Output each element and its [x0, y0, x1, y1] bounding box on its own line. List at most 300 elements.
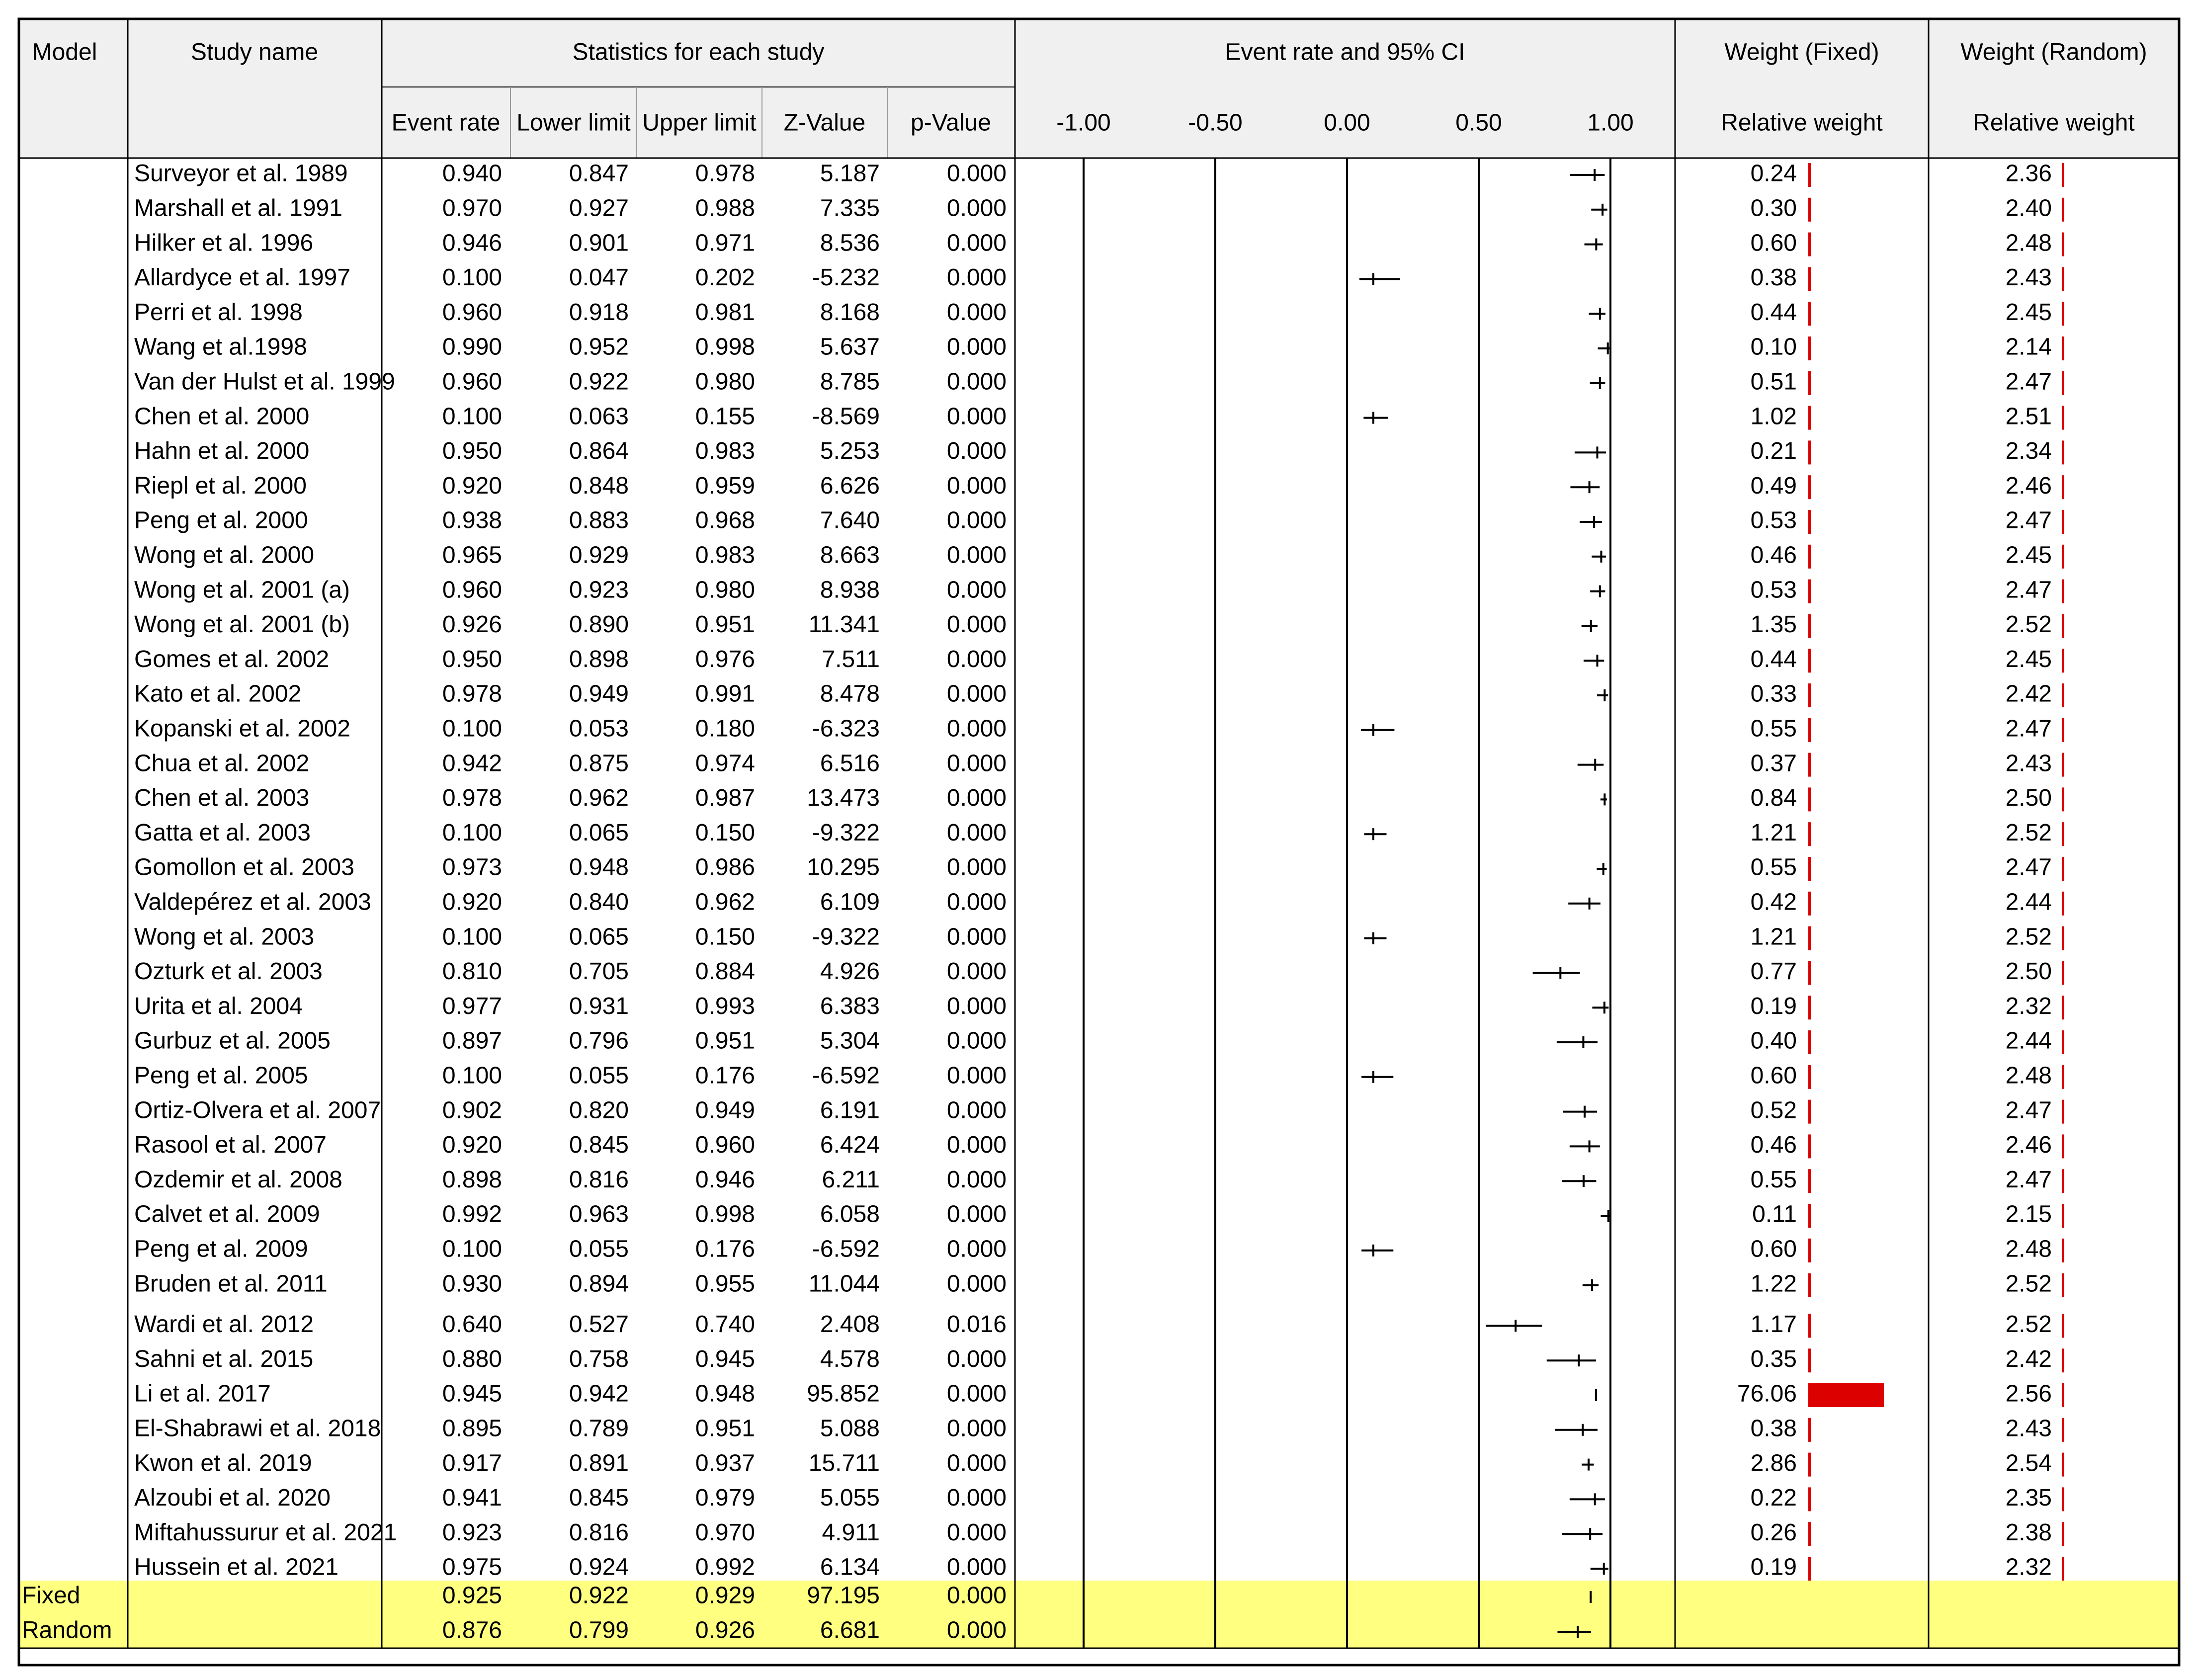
weight-fixed-bar: [1808, 614, 1811, 638]
study-upper-value: 0.987: [695, 785, 755, 812]
weight-fixed-bar: [1808, 1453, 1811, 1477]
study-z-value: 6.626: [820, 472, 880, 499]
weight-fixed-bar: [1808, 267, 1811, 291]
weight-fixed-bar: [1808, 1522, 1811, 1546]
study-rate-value: 0.100: [442, 403, 502, 430]
weight-fixed-value: 76.06: [1737, 1380, 1797, 1407]
study-upper-value: 0.946: [695, 1166, 755, 1193]
weight-fixed-bar: [1808, 753, 1811, 777]
study-name: Miftahussurur et al. 2021: [134, 1519, 397, 1546]
weight-fixed-bar: [1808, 1204, 1811, 1228]
weight-fixed-bar: [1808, 1314, 1811, 1338]
study-p-value: 0.000: [946, 1097, 1007, 1124]
study-upper-value: 0.970: [695, 1519, 755, 1546]
study-name: Gomollon et al. 2003: [134, 854, 354, 881]
study-rate-value: 0.917: [442, 1450, 502, 1477]
study-upper-value: 0.740: [695, 1311, 755, 1338]
study-rate-value: 0.945: [442, 1380, 502, 1407]
study-upper-value: 0.998: [695, 334, 755, 360]
study-name: Allardyce et al. 1997: [134, 264, 350, 291]
study-upper-value: 0.998: [695, 1201, 755, 1228]
study-name: Peng et al. 2000: [134, 507, 308, 534]
weight-random-bar: [2062, 1557, 2064, 1581]
study-rate-value: 0.975: [442, 1554, 502, 1581]
weight-fixed-bar: [1808, 510, 1811, 534]
weight-random-value: 2.32: [2005, 1554, 2052, 1581]
weight-fixed-value: 0.53: [1750, 577, 1797, 603]
study-name: Peng et al. 2005: [134, 1062, 308, 1089]
weight-fixed-bar: [1808, 857, 1811, 881]
study-z-value: 11.341: [808, 611, 880, 638]
study-z-value: 5.055: [820, 1485, 880, 1512]
study-rate-value: 0.940: [442, 160, 502, 187]
weight-random-value: 2.47: [2005, 368, 2052, 395]
header-weight-random: Weight (Random): [1960, 39, 2147, 66]
study-p-value: 0.000: [946, 993, 1007, 1019]
weight-fixed-value: 0.22: [1750, 1485, 1797, 1512]
weight-fixed-bar: [1808, 1557, 1811, 1581]
study-lower-value: 0.816: [569, 1519, 629, 1546]
study-rate-value: 0.950: [442, 438, 502, 465]
weight-fixed-bar: [1808, 371, 1811, 395]
study-lower-value: 0.840: [569, 889, 629, 916]
study-z-value: 8.938: [820, 577, 880, 603]
study-lower-value: 0.063: [569, 403, 629, 430]
summary-z-value: 97.195: [807, 1582, 880, 1609]
study-lower-value: 0.883: [569, 507, 629, 534]
study-rate-value: 0.930: [442, 1270, 502, 1297]
study-p-value: 0.000: [946, 924, 1007, 950]
study-p-value: 0.000: [946, 750, 1007, 777]
study-name: Chua et al. 2002: [134, 750, 310, 777]
weight-random-value: 2.46: [2005, 1132, 2052, 1159]
weight-random-value: 2.45: [2005, 542, 2052, 569]
study-lower-value: 0.864: [569, 438, 629, 465]
study-rate-value: 0.990: [442, 334, 502, 360]
study-z-value: 10.295: [807, 854, 880, 881]
study-name: Chen et al. 2000: [134, 403, 310, 430]
study-upper-value: 0.937: [695, 1450, 755, 1477]
study-lower-value: 0.918: [569, 299, 629, 326]
study-p-value: 0.000: [946, 889, 1007, 916]
weight-fixed-bar: [1808, 475, 1811, 499]
study-rate-value: 0.902: [442, 1097, 502, 1124]
weight-fixed-value: 0.60: [1750, 1062, 1797, 1089]
weight-fixed-bar: [1808, 1383, 1884, 1407]
study-p-value: 0.000: [946, 785, 1007, 812]
weight-random-value: 2.47: [2005, 577, 2052, 603]
weight-fixed-value: 0.30: [1750, 195, 1797, 222]
weight-fixed-value: 0.42: [1750, 889, 1797, 916]
study-lower-value: 0.931: [569, 993, 629, 1019]
weight-random-value: 2.46: [2005, 472, 2052, 499]
study-upper-value: 0.960: [695, 1132, 755, 1159]
study-name: Gomes et al. 2002: [134, 646, 330, 672]
weight-random-bar: [2062, 753, 2064, 777]
weight-random-bar: [2062, 926, 2064, 950]
weight-fixed-bar: [1808, 1273, 1811, 1297]
study-rate-value: 0.992: [442, 1201, 502, 1228]
weight-fixed-bar: [1808, 1239, 1811, 1262]
study-z-value: 5.304: [820, 1027, 880, 1054]
study-name: Riepl et al. 2000: [134, 472, 307, 499]
weight-random-bar: [2062, 1030, 2064, 1054]
study-lower-value: 0.845: [569, 1132, 629, 1159]
study-z-value: 5.187: [820, 160, 880, 187]
study-rate-value: 0.920: [442, 1132, 502, 1159]
weight-fixed-value: 2.86: [1750, 1450, 1797, 1477]
weight-random-bar: [2062, 163, 2064, 187]
summary-rate-value: 0.925: [442, 1582, 502, 1609]
study-rate-value: 0.973: [442, 854, 502, 881]
weight-fixed-bar: [1808, 163, 1811, 187]
weight-random-bar: [2062, 614, 2064, 638]
study-z-value: 8.478: [820, 680, 880, 707]
study-name: Wong et al. 2000: [134, 542, 315, 569]
weight-fixed-value: 0.26: [1750, 1519, 1797, 1546]
weight-random-bar: [2062, 267, 2064, 291]
study-upper-value: 0.981: [695, 299, 755, 326]
study-p-value: 0.000: [946, 1485, 1007, 1512]
weight-fixed-value: 0.49: [1750, 472, 1797, 499]
study-name: Li et al. 2017: [134, 1380, 271, 1407]
study-rate-value: 0.923: [442, 1519, 502, 1546]
weight-random-bar: [2062, 1273, 2064, 1297]
header-model: Model: [32, 39, 97, 66]
study-lower-value: 0.891: [569, 1450, 629, 1477]
weight-fixed-value: 0.38: [1750, 264, 1797, 291]
study-rate-value: 0.960: [442, 577, 502, 603]
study-name: Wang et al.1998: [134, 334, 307, 360]
weight-fixed-value: 0.11: [1752, 1201, 1797, 1228]
weight-random-bar: [2062, 198, 2064, 222]
weight-random-value: 2.43: [2005, 750, 2052, 777]
study-p-value: 0.000: [946, 542, 1007, 569]
study-name: Sahni et al. 2015: [134, 1345, 314, 1372]
weight-random-bar: [2062, 1239, 2064, 1262]
study-p-value: 0.000: [946, 958, 1007, 985]
weight-random-bar: [2062, 580, 2064, 603]
study-rate-value: 0.938: [442, 507, 502, 534]
study-upper-value: 0.980: [695, 368, 755, 395]
weight-random-bar: [2062, 440, 2064, 464]
study-p-value: 0.000: [946, 854, 1007, 881]
weight-fixed-value: 1.35: [1750, 611, 1797, 638]
study-p-value: 0.000: [946, 1201, 1007, 1228]
weight-random-bar: [2062, 1134, 2064, 1158]
study-upper-value: 0.978: [695, 160, 755, 187]
weight-random-value: 2.52: [2005, 819, 2052, 846]
study-lower-value: 0.055: [569, 1236, 629, 1262]
study-rate-value: 0.942: [442, 750, 502, 777]
weight-fixed-bar: [1808, 233, 1811, 256]
axis-tick-label: 1.00: [1587, 109, 1634, 136]
study-rate-value: 0.978: [442, 785, 502, 812]
weight-fixed-bar: [1808, 406, 1811, 430]
weight-random-bar: [2062, 857, 2064, 881]
weight-random-bar: [2062, 1522, 2064, 1546]
study-name: Calvet et al. 2009: [134, 1201, 320, 1228]
weight-random-bar: [2062, 1204, 2064, 1228]
column-header-event-rate: Event rate: [391, 109, 501, 136]
study-lower-value: 0.962: [569, 785, 629, 812]
study-name: Urita et al. 2004: [134, 993, 303, 1019]
study-upper-value: 0.884: [695, 958, 755, 985]
weight-fixed-bar: [1808, 580, 1811, 603]
weight-fixed-bar: [1808, 996, 1811, 1019]
weight-fixed-bar: [1808, 1030, 1811, 1054]
weight-fixed-bar: [1808, 718, 1811, 742]
study-name: Ozdemir et al. 2008: [134, 1166, 342, 1193]
study-z-value: 95.852: [807, 1380, 880, 1407]
weight-random-bar: [2062, 1383, 2064, 1407]
study-p-value: 0.000: [946, 195, 1007, 222]
study-name: Ortiz-Olvera et al. 2007: [134, 1097, 381, 1124]
study-p-value: 0.000: [946, 1027, 1007, 1054]
weight-random-value: 2.40: [2005, 195, 2052, 222]
axis-tick-label: 0.50: [1455, 109, 1502, 136]
study-p-value: 0.000: [946, 160, 1007, 187]
weight-fixed-value: 1.22: [1750, 1270, 1797, 1297]
study-upper-value: 0.176: [695, 1062, 755, 1089]
weight-fixed-bar: [1808, 961, 1811, 985]
study-lower-value: 0.847: [569, 160, 629, 187]
study-p-value: 0.000: [946, 1554, 1007, 1581]
study-upper-value: 0.949: [695, 1097, 755, 1124]
weight-fixed-bar: [1808, 302, 1811, 326]
weight-fixed-bar: [1808, 1487, 1811, 1511]
study-name: Wong et al. 2001 (a): [134, 577, 350, 603]
summary-upper-value: 0.929: [695, 1582, 755, 1609]
study-upper-value: 0.951: [695, 1027, 755, 1054]
study-rate-value: 0.898: [442, 1166, 502, 1193]
study-name: Wong et al. 2003: [134, 924, 315, 950]
study-p-value: 0.000: [946, 1236, 1007, 1262]
study-z-value: 6.109: [820, 889, 880, 916]
study-lower-value: 0.898: [569, 646, 629, 672]
weight-fixed-value: 0.40: [1750, 1027, 1797, 1054]
weight-random-value: 2.42: [2005, 1345, 2052, 1372]
weight-fixed-value: 0.46: [1750, 1132, 1797, 1159]
study-name: Bruden et al. 2011: [134, 1270, 328, 1297]
weight-fixed-value: 0.35: [1750, 1345, 1797, 1372]
study-name: Hilker et al. 1996: [134, 230, 314, 256]
study-upper-value: 0.992: [695, 1554, 755, 1581]
weight-random-bar: [2062, 1487, 2064, 1511]
weight-random-value: 2.47: [2005, 507, 2052, 534]
header-statistics: Statistics for each study: [572, 39, 825, 66]
study-name: Ozturk et al. 2003: [134, 958, 323, 985]
study-z-value: 11.044: [808, 1270, 880, 1297]
study-p-value: 0.000: [946, 1519, 1007, 1546]
study-upper-value: 0.986: [695, 854, 755, 881]
summary-model-fixed: Fixed: [22, 1582, 81, 1609]
study-lower-value: 0.758: [569, 1345, 629, 1372]
weight-random-value: 2.48: [2005, 230, 2052, 256]
study-name: Kato et al. 2002: [134, 680, 302, 707]
study-p-value: 0.000: [946, 1380, 1007, 1407]
weight-random-bar: [2062, 1418, 2064, 1442]
weight-random-value: 2.52: [2005, 1311, 2052, 1338]
study-p-value: 0.016: [946, 1311, 1007, 1338]
column-header-z-value: Z-Value: [783, 109, 866, 136]
relative-weight-fixed-label: Relative weight: [1721, 109, 1883, 136]
study-p-value: 0.000: [946, 1450, 1007, 1477]
study-rate-value: 0.895: [442, 1415, 502, 1442]
weight-fixed-value: 0.55: [1750, 1166, 1797, 1193]
study-lower-value: 0.055: [569, 1062, 629, 1089]
study-rate-value: 0.100: [442, 715, 502, 742]
study-name: Wardi et al. 2012: [134, 1311, 314, 1338]
weight-fixed-value: 1.21: [1750, 819, 1797, 846]
study-lower-value: 0.845: [569, 1485, 629, 1512]
summary-rate-value: 0.876: [442, 1617, 502, 1644]
study-p-value: 0.000: [946, 680, 1007, 707]
study-lower-value: 0.047: [569, 264, 629, 291]
study-lower-value: 0.848: [569, 472, 629, 499]
weight-random-bar: [2062, 822, 2064, 846]
study-upper-value: 0.979: [695, 1485, 755, 1512]
study-p-value: 0.000: [946, 1415, 1007, 1442]
summary-model-random: Random: [22, 1617, 112, 1644]
study-name: Alzoubi et al. 2020: [134, 1485, 331, 1512]
header-forest: Event rate and 95% CI: [1225, 39, 1465, 66]
weight-fixed-bar: [1808, 926, 1811, 950]
weight-random-value: 2.43: [2005, 264, 2052, 291]
weight-random-value: 2.52: [2005, 1270, 2052, 1297]
weight-random-bar: [2062, 718, 2064, 742]
study-upper-value: 0.948: [695, 1380, 755, 1407]
weight-random-value: 2.44: [2005, 1027, 2052, 1054]
study-lower-value: 0.922: [569, 368, 629, 395]
study-lower-value: 0.948: [569, 854, 629, 881]
weight-fixed-value: 0.84: [1750, 785, 1797, 812]
weight-fixed-value: 0.44: [1750, 299, 1797, 326]
summary-band: [19, 1581, 2179, 1648]
study-name: Kopanski et al. 2002: [134, 715, 350, 742]
study-p-value: 0.000: [946, 472, 1007, 499]
weight-fixed-value: 0.24: [1750, 160, 1797, 187]
study-z-value: 7.335: [820, 195, 880, 222]
weight-random-value: 2.14: [2005, 334, 2052, 360]
study-upper-value: 0.202: [695, 264, 755, 291]
weight-random-value: 2.45: [2005, 646, 2052, 672]
study-name: Gatta et al. 2003: [134, 819, 311, 846]
study-z-value: 6.191: [820, 1097, 880, 1124]
study-upper-value: 0.962: [695, 889, 755, 916]
weight-random-bar: [2062, 787, 2064, 811]
weight-random-value: 2.48: [2005, 1236, 2052, 1262]
study-name: Hahn et al. 2000: [134, 438, 310, 465]
study-lower-value: 0.705: [569, 958, 629, 985]
study-rate-value: 0.100: [442, 1062, 502, 1089]
study-lower-value: 0.929: [569, 542, 629, 569]
summary-p-value: 0.000: [946, 1582, 1007, 1609]
study-z-value: 6.516: [820, 750, 880, 777]
weight-fixed-value: 0.77: [1750, 958, 1797, 985]
study-name: El-Shabrawi et al. 2018: [134, 1415, 381, 1442]
study-p-value: 0.000: [946, 334, 1007, 360]
weight-fixed-value: 1.02: [1750, 403, 1797, 430]
study-p-value: 0.000: [946, 230, 1007, 256]
study-p-value: 0.000: [946, 264, 1007, 291]
weight-fixed-value: 0.55: [1750, 715, 1797, 742]
study-z-value: 15.711: [808, 1450, 880, 1477]
weight-random-value: 2.36: [2005, 160, 2052, 187]
header-study-name: Study name: [190, 39, 319, 66]
study-p-value: 0.000: [946, 577, 1007, 603]
weight-fixed-value: 0.38: [1750, 1415, 1797, 1442]
header-weight-fixed: Weight (Fixed): [1724, 39, 1879, 66]
weight-fixed-bar: [1808, 822, 1811, 846]
study-z-value: 4.578: [820, 1345, 880, 1372]
weight-fixed-value: 0.37: [1750, 750, 1797, 777]
weight-fixed-bar: [1808, 1169, 1811, 1193]
weight-random-value: 2.50: [2005, 785, 2052, 812]
study-p-value: 0.000: [946, 646, 1007, 672]
study-rate-value: 0.977: [442, 993, 502, 1019]
weight-random-value: 2.56: [2005, 1380, 2052, 1407]
study-lower-value: 0.789: [569, 1415, 629, 1442]
study-p-value: 0.000: [946, 1345, 1007, 1372]
weight-random-value: 2.47: [2005, 1166, 2052, 1193]
weight-random-bar: [2062, 1314, 2064, 1338]
study-upper-value: 0.951: [695, 1415, 755, 1442]
study-rate-value: 0.810: [442, 958, 502, 985]
study-z-value: 6.383: [820, 993, 880, 1019]
study-rate-value: 0.960: [442, 299, 502, 326]
weight-random-value: 2.47: [2005, 854, 2052, 881]
study-lower-value: 0.963: [569, 1201, 629, 1228]
study-lower-value: 0.927: [569, 195, 629, 222]
study-rate-value: 0.100: [442, 1236, 502, 1262]
study-name: Van der Hulst et al. 1999: [134, 368, 395, 395]
study-upper-value: 0.974: [695, 750, 755, 777]
study-upper-value: 0.150: [695, 819, 755, 846]
study-p-value: 0.000: [946, 368, 1007, 395]
weight-random-bar: [2062, 683, 2064, 707]
study-name: Gurbuz et al. 2005: [134, 1027, 331, 1054]
study-z-value: 5.088: [820, 1415, 880, 1442]
study-upper-value: 0.968: [695, 507, 755, 534]
study-z-value: 4.911: [822, 1519, 880, 1546]
study-name: Perri et al. 1998: [134, 299, 303, 326]
study-upper-value: 0.971: [695, 230, 755, 256]
weight-fixed-value: 0.60: [1750, 1236, 1797, 1262]
weight-random-bar: [2062, 233, 2064, 256]
study-z-value: 5.253: [820, 438, 880, 465]
study-upper-value: 0.959: [695, 472, 755, 499]
weight-random-bar: [2062, 545, 2064, 569]
study-rate-value: 0.960: [442, 368, 502, 395]
study-rate-value: 0.920: [442, 889, 502, 916]
weight-random-bar: [2062, 649, 2064, 672]
study-lower-value: 0.901: [569, 230, 629, 256]
study-rate-value: 0.926: [442, 611, 502, 638]
weight-fixed-value: 0.51: [1750, 368, 1797, 395]
weight-random-value: 2.34: [2005, 438, 2052, 465]
weight-fixed-value: 0.10: [1750, 334, 1797, 360]
study-lower-value: 0.923: [569, 577, 629, 603]
weight-fixed-bar: [1808, 198, 1811, 222]
study-z-value: 8.168: [820, 299, 880, 326]
weight-random-bar: [2062, 996, 2064, 1019]
study-name: Valdepérez et al. 2003: [134, 889, 371, 916]
weight-fixed-bar: [1808, 1348, 1811, 1372]
weight-random-value: 2.43: [2005, 1415, 2052, 1442]
weight-random-value: 2.50: [2005, 958, 2052, 985]
study-rate-value: 0.880: [442, 1345, 502, 1372]
